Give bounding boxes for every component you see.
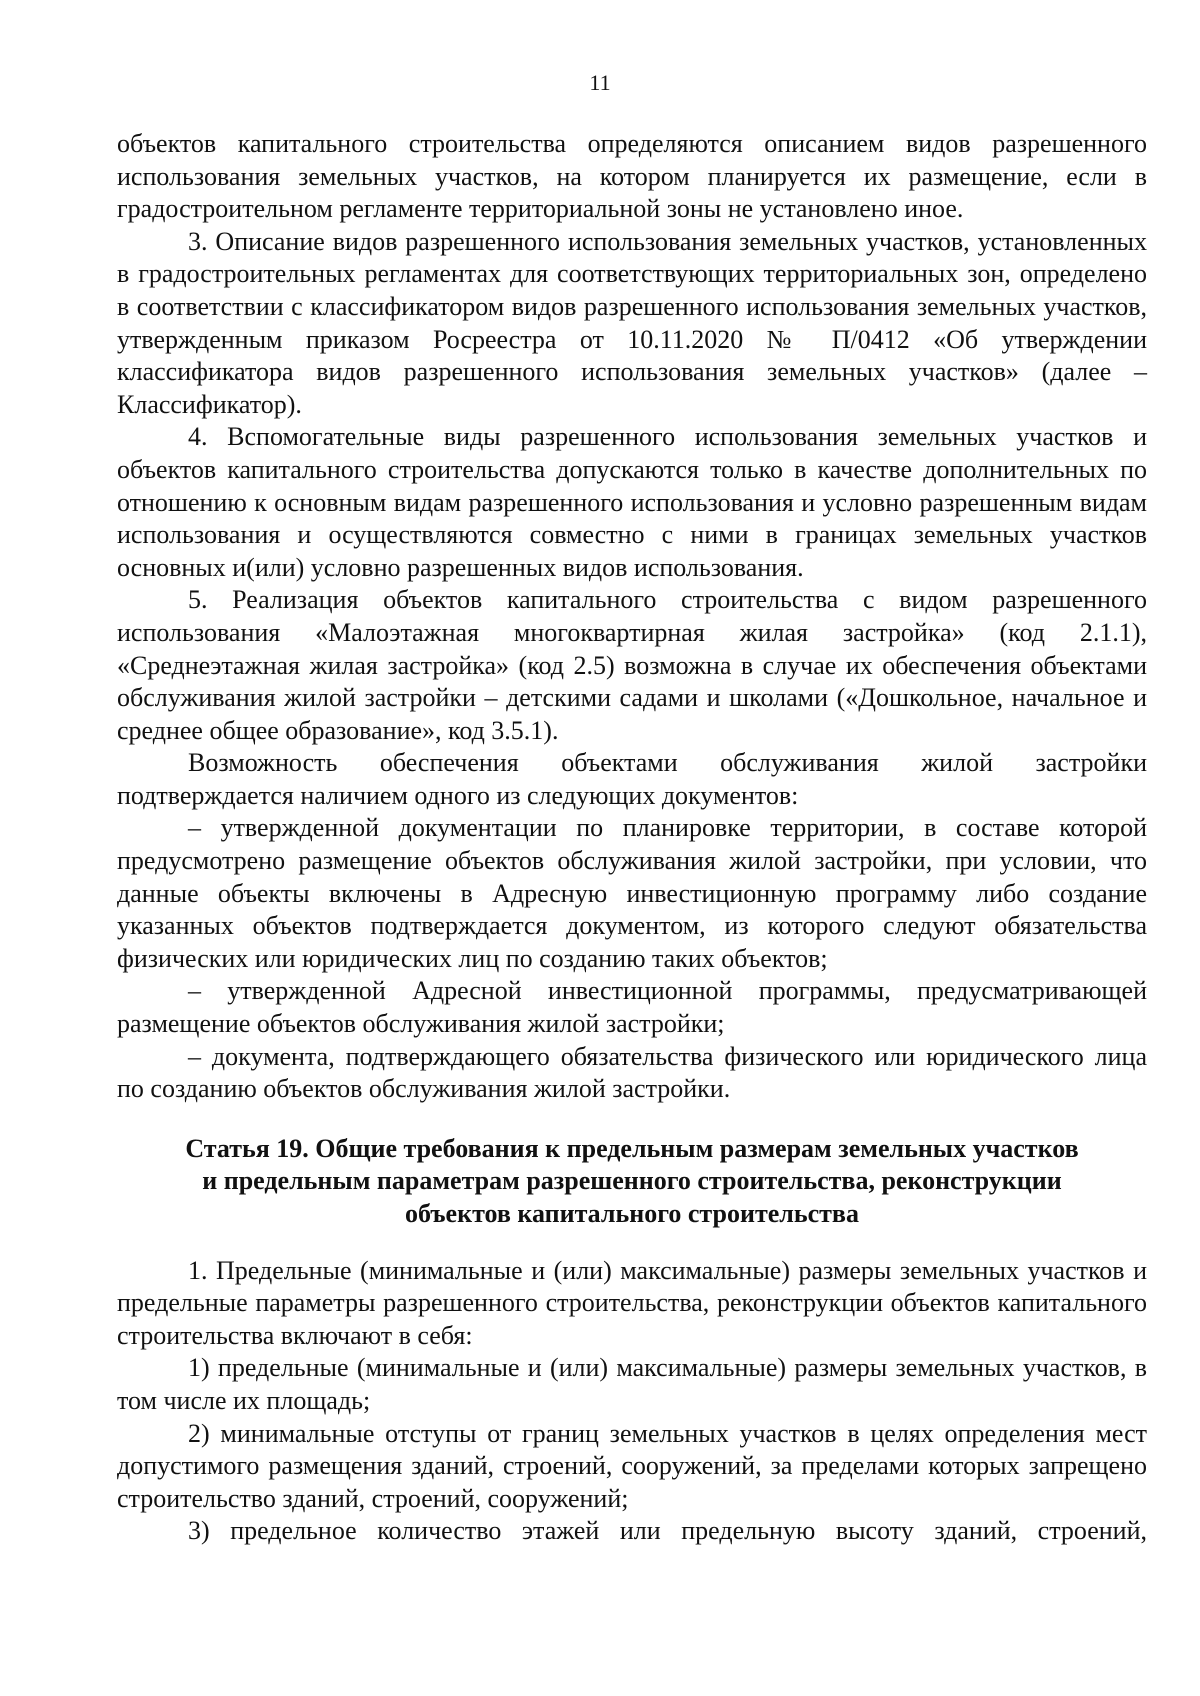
paragraph: 4. Вспомогательные виды разрешенного использования земельных участков и объектов капитального строительства допускаются только в качестве дополнительных по отношению к основным видам разрешенного использования и условно разрешенным видам использования и осуществляются совместно с ними в границах земельных участков основных и(или) условно разрешенных видов использования.	[117, 422, 1147, 582]
paragraph: Возможность обеспечения объектами обслуживания жилой застройки подтверждается наличием одного из следующих документов:	[117, 748, 1147, 810]
document-body	[117, 128, 1147, 1548]
list-item: – утвержденной Адресной инвестиционной программы, предусматривающей размещение объектов обслуживания жилой застройки;	[117, 976, 1147, 1039]
article-heading	[117, 1133, 1147, 1231]
list-item: 3) предельное количество этажей или предельную высоту зданий, строений,	[188, 1516, 1147, 1546]
paragraph: 3. Описание видов разрешенного использования земельных участков, установленных в градостроительных регламентах для соответствующих территориальных зон, определено в соответствии с классификатором видов разрешенного использования земельных участков, утвержденным приказом Росреестра от 10.11.2020 № П/0412 «Об утверждении классификатора видов разрешенного использования земельных участков» (далее – Классификатор).	[117, 226, 1147, 419]
list-item: – документа, подтверждающего обязательства физического или юридического лица по созданию объектов обслуживания жилой застройки.	[117, 1041, 1147, 1104]
page-number: 11	[589, 70, 611, 95]
article-heading-line: Статья 19. Общие требования к предельным размерам земельных участков	[185, 1133, 1079, 1163]
article-heading-line: объектов капитального строительства	[405, 1199, 859, 1228]
list-item: 1) предельные (минимальные и (или) максимальные) размеры земельных участков, в том числе их площадь;	[117, 1353, 1147, 1415]
paragraph: 5. Реализация объектов капитального строительства с видом разрешенного использования «Малоэтажная многоквартирная жилая застройка» (код 2.1.1), «Среднеэтажная жилая застройка» (код 2.5) возможна в случае их обеспечения объектами обслуживания жилой застройки – детскими садами и школами («Дошкольное, начальное и среднее общее образование», код 3.5.1).	[117, 585, 1147, 745]
list-item: – утвержденной документации по планировке территории, в составе которой предусмотрено размещение объектов обслуживания жилой застройки, при условии, что данные объекты включены в Адресную инвестиционную программу либо создание указанных объектов подтверждается документом, из которого следуют обязательства физических или юридических лиц по созданию таких объектов;	[117, 813, 1147, 973]
paragraph: 1. Предельные (минимальные и (или) максимальные) размеры земельных участков и предельные параметры разрешенного строительства, реконструкции объектов капитального строительства включают в себя:	[117, 1255, 1147, 1350]
paragraph: объектов капитального строительства определяются описанием видов разрешенного использования земельных участков, на котором планируется их размещение, если в градостроительном регламенте территориальной зоны не установлено иное.	[117, 129, 1147, 224]
list-item: 2) минимальные отступы от границ земельных участков в целях определения мест допустимого размещения зданий, строений, сооружений, за пределами которых запрещено строительство зданий, строений, сооружений;	[117, 1418, 1147, 1513]
article-heading-line: и предельным параметрам разрешенного строительства, реконструкции	[202, 1166, 1062, 1196]
